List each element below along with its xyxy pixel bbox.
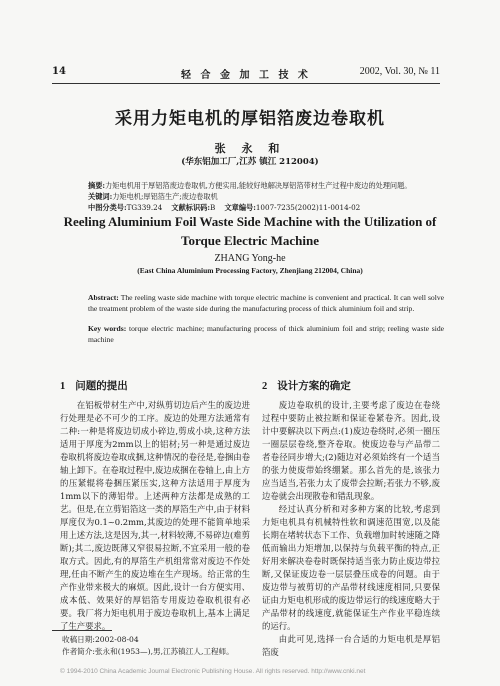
affiliation-cn: (华东铝加工厂,江苏 镇江 212004) (181, 157, 319, 167)
abstract-en-text: The reeling waste side machine with torque electric machine is convenient and practical. It can well solve the treatment problem of the waste side during the manufacturing process of thick aluminium foil and strip. (88, 293, 444, 313)
section-1-heading (60, 378, 250, 393)
keywords-cn-label: 关键词: (88, 192, 113, 201)
abstract-cn-label: 摘要: (88, 181, 106, 190)
author-info: 张永和(1953—),男,江苏镇江人,工程师。 (94, 647, 234, 656)
volume-issue: 2002, Vol. 30, № 11 (359, 66, 440, 77)
abstract-cn-text: 力矩电机用于厚铝箔废边卷取机,方便实用,能较好地解决厚铝箔带材生产过程中废边的处理问题。 (105, 181, 412, 190)
right-column (262, 378, 440, 659)
left-column (60, 378, 250, 633)
article-title-en: Reeling Aluminium Foil Waste Side Machine with the Utilization of Torque Electric Machine (63, 214, 437, 248)
keywords-cn-text: 力矩电机;厚铝箔生产;废边卷取机 (112, 192, 218, 201)
section-1-body (60, 399, 250, 633)
article-id-label: 文章编号: (224, 203, 256, 212)
abstract-en-label: Abstract: (88, 293, 119, 302)
doc-code-label: 文献标识码: (171, 203, 211, 212)
section-2-body (262, 399, 440, 659)
running-header (52, 66, 440, 80)
section-1-number: 1 (60, 381, 66, 392)
page-number: 14 (52, 66, 66, 77)
section-2-number: 2 (262, 381, 268, 392)
keywords-cn (88, 191, 444, 202)
received-label: 收稿日期: (62, 635, 95, 644)
author-name-cn: 张 永 和 (214, 142, 286, 155)
received-date: 2002-08-04 (94, 635, 139, 644)
author-name-en: ZHANG Yong-he (214, 253, 286, 264)
article-id-value: 1007-7235(2002)11-0014-02 (255, 203, 361, 212)
clc-label: 中图分类号: (88, 203, 127, 212)
clc-value: TG339.24 (126, 203, 163, 212)
author-info-label: 作者简介: (62, 647, 95, 656)
header-rule (52, 83, 440, 84)
article-title-cn: 采用力矩电机的厚铝箔废边卷取机 (115, 109, 385, 129)
keywords-en-label: Key words: (88, 324, 127, 333)
abstract-en (88, 293, 444, 314)
section-2-paragraph-1: 废边卷取机的设计,主要考虑了废边在卷绕过程中要防止被拉断和保证卷紧卷齐。因此,设计中要解决以下两点:(1)废边卷绕时,必须一圈压一圈层层卷绕,整齐卷取。使废边卷与产品带二者卷径同步增大;(2)随边对必须始终有一个适当的张力使废带始终绷紧。那么首先的是,该张力应当适当,若张力太了废带会拉断;若张力不够,废边卷就会出现散卷和错乱现象。 (262, 400, 440, 501)
footnote-rule (52, 630, 112, 631)
section-2-paragraph-3: 由此可见,选择一台合适的力矩电机是厚铝箔废 (262, 634, 440, 657)
copyright-notice: © 1994-2010 China Academic Journal Electronic Publishing House. All rights reserved. http://www.cnki.net (60, 668, 366, 675)
affiliation-en: (East China Aluminium Processing Factory, Zhenjiang 212004, China) (137, 266, 363, 275)
section-2-title: 设计方案的确定 (277, 380, 351, 392)
section-1-paragraph: 在铝板带材生产中,对纵剪切边后产生的废边进行处理是必不可少的工序。废边的处理方法通常有二种:一种是将废边切成小碎边,剪成小块,这种方法适用于厚度为2mm以上的铝材;另一种是通过废边卷取机将废边卷取成捆,这种情况的卷径是,卷捆由卷轴上卸下。在卷取过程中,废边成捆在卷轴上,由上方的压紧辊将卷捆压紧压实,这种方法适用于厚度为1mm以下的薄铝带。上述两种方法都是成熟的工艺。但是,在立剪铝箔这一类的厚箔生产中,由于材料厚度仅为0.1~0.2mm,其废边的处理不能简单地采用上述方法,这是因为,其一,材料较薄,不易碎边(难剪断);其二,废边既薄又窄很易拉断,不宜采用一般的卷取方式。因此,有的厚箔生产机组常常对废边不作处理,任由不断产生的废边堆在生产现场。给正常的生产作业带来极大的麻烦。因此,设计一台方便实用、成本低、效果好的厚铝箔专用废边卷取机很有必要。我厂将力矩电机用于废边卷取机上,基本上满足了生产要求。 (60, 400, 250, 631)
abstract-cn (88, 180, 444, 191)
keywords-en (88, 324, 444, 345)
journal-name: 轻 合 金 加 工 技 术 (181, 70, 311, 81)
doc-code-value: B (210, 203, 216, 212)
section-2-paragraph-2: 经过认真分析和对多种方案的比较,考虑到力矩电机具有机械特性软和调速范围宽,以及能长期在堵转状态下工作、负载增加时转速随之降低而输出力矩增加,以保持与负载平衡的特点,正好用来解决卷卷时既保持适当张力防止废边带拉断,又保证废边卷一层层叠压成卷的问题。由于废边带与被剪切的产品带材线速度相同,只要保证由力矩电机形成的废边带运行的线速度略大于产品带材的线速度,就能保证生产作业平稳连续的运行。 (262, 504, 440, 631)
section-2-heading (262, 378, 440, 393)
section-1-title: 问题的提出 (75, 380, 128, 392)
footnote-author (62, 646, 234, 658)
keywords-en-text: torque electric machine; manufacturing process of thick aluminium foil and strip; reeling waste side machine (88, 324, 444, 344)
footnote-received (62, 634, 139, 646)
